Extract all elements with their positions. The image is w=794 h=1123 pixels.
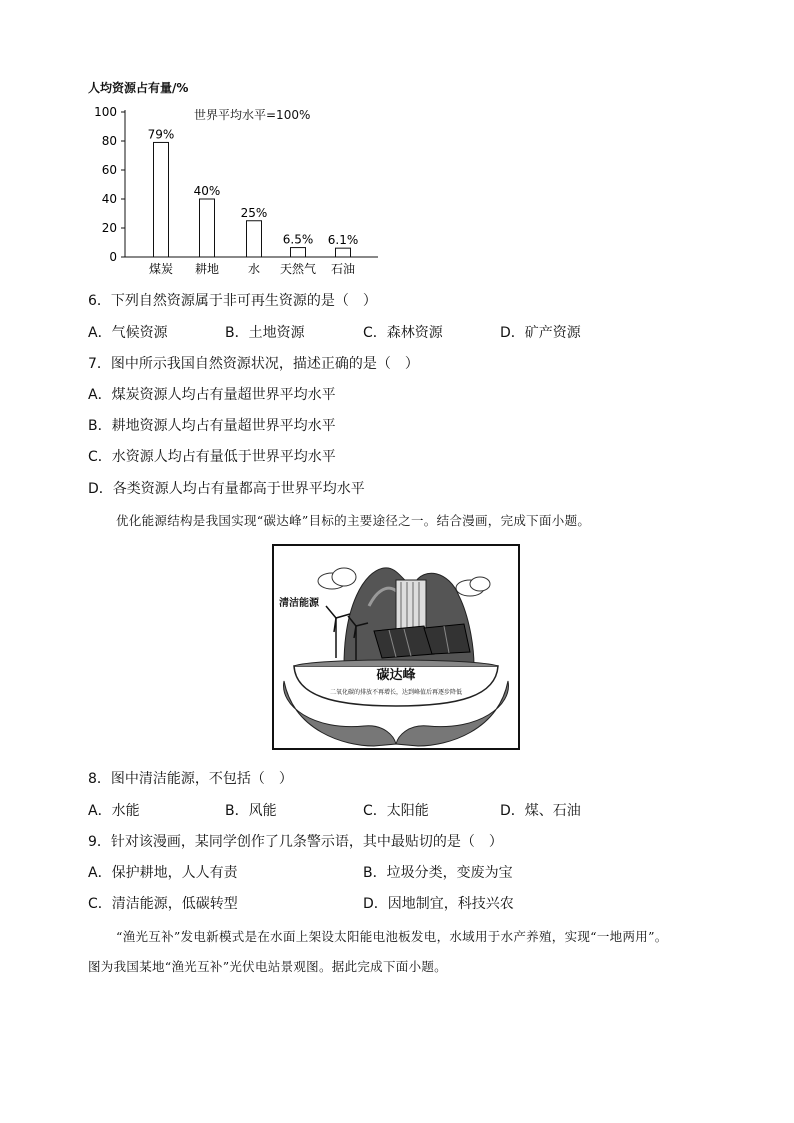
bar-2 [247,221,262,257]
q8-option-d[interactable]: D．煤、石油 [500,803,581,819]
q9-option-a[interactable]: A．保护耕地，人人有责 [88,865,238,881]
q9-option-b[interactable]: B．垃圾分类，变废为宝 [363,865,513,881]
y-tick-label: 20 [101,221,117,235]
q8-option-b[interactable]: B．风能 [225,803,277,819]
q7-option-d[interactable]: D．各类资源人均占有量都高于世界平均水平 [88,481,365,497]
x-category-label: 煤炭 [148,262,174,276]
q9-stem: 9．针对该漫画，某同学创作了几条警示语，其中最贴切的是（ ） [88,834,503,850]
bar-3 [291,248,306,257]
chart-ylabel: 人均资源占有量/% [88,81,189,95]
q7-option-b[interactable]: B．耕地资源人均占有量超世界平均水平 [88,418,336,434]
q7-stem: 7．图中所示我国自然资源状况，描述正确的是（ ） [88,356,419,372]
q6-option-d[interactable]: D．矿产资源 [500,325,581,341]
passage-carbon-peak: 优化能源结构是我国实现“碳达峰”目标的主要途径之一。结合漫画，完成下面小题。 [116,513,591,528]
q9-option-d[interactable]: D．因地制宜，科技兴农 [363,896,514,912]
bar-0 [154,142,169,257]
passage-fishery-solar-line2: 图为我国某地“渔光互补”光伏电站景观图。据此完成下面小题。 [88,959,447,974]
chart-annotation: 世界平均水平=100% [194,108,311,122]
carbon-peak-cartoon [272,544,520,750]
y-tick-label: 60 [101,163,117,177]
x-category-label: 石油 [330,262,356,276]
q7-option-a[interactable]: A．煤炭资源人均占有量超世界平均水平 [88,387,336,403]
bar-value-label: 6.1% [327,233,359,248]
cartoon-caption: 二氧化碳的排放不再增长，达到峰值后再逐步降低 [329,689,463,696]
bar-value-label: 25% [240,205,268,220]
x-category-label: 水 [247,262,261,276]
passage-fishery-solar-line1: “渔光互补”发电新模式是在水面上架设太阳能电池板发电，水域用于水产养殖，实现“一地两用”。 [116,929,668,944]
q6-option-c[interactable]: C．森林资源 [363,325,443,341]
q8-stem: 8．图中清洁能源，不包括（ ） [88,771,293,787]
bar-value-label: 79% [147,127,175,142]
x-category-label: 耕地 [194,262,220,276]
q6-stem: 6．下列自然资源属于非可再生资源的是（ ） [88,293,377,309]
y-tick-label: 100 [94,105,117,119]
q6-option-b[interactable]: B．土地资源 [225,325,305,341]
hydropower-dam-icon [396,580,426,630]
bar-4 [336,248,351,257]
solar-panel-icon [374,624,470,658]
bar-value-label: 40% [193,184,221,198]
q8-option-a[interactable]: A．水能 [88,803,140,819]
cartoon-clean-energy-label: 清洁能源 [279,598,319,609]
q9-option-c[interactable]: C．清洁能源，低碳转型 [88,896,238,912]
cartoon-title: 碳达峰 [376,668,416,683]
bar-1 [200,199,215,257]
y-tick-label: 0 [109,250,117,264]
y-tick-label: 40 [101,192,117,206]
q8-option-c[interactable]: C．太阳能 [363,803,429,819]
q6-option-a[interactable]: A．气候资源 [88,325,168,341]
resource-bar-chart [80,78,380,278]
y-tick-label: 80 [101,134,117,148]
cartoon-drawing [274,546,518,748]
bar-value-label: 6.5% [282,232,314,247]
q7-option-c[interactable]: C．水资源人均占有量低于世界平均水平 [88,449,336,465]
x-category-label: 天然气 [279,262,317,276]
